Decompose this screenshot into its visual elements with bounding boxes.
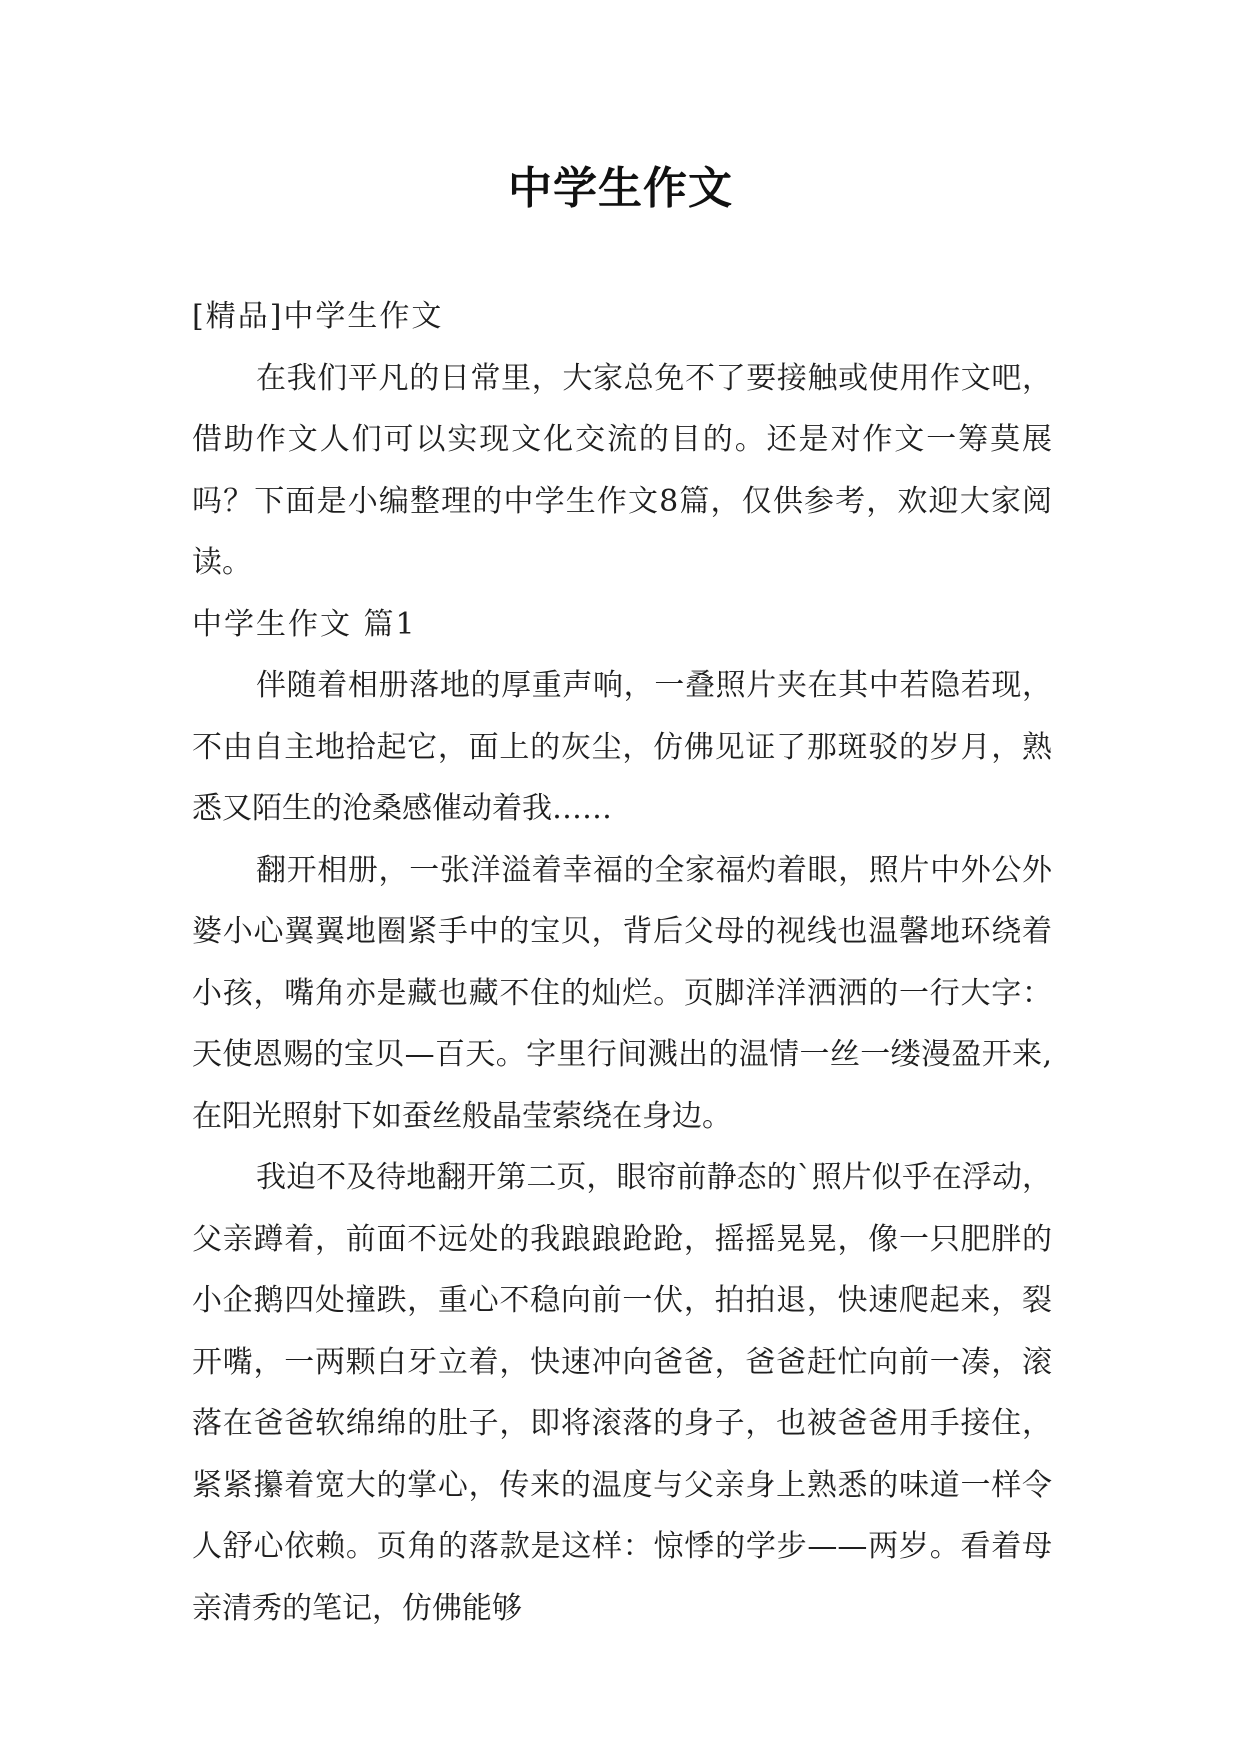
section-heading: 中学生作文 篇1 <box>192 606 417 642</box>
paragraph-3: 我迫不及待地翻开第二页，眼帘前静态的`照片似乎在浮动，父亲蹲着，前面不远处的我踉踉跄跄，摇摇晃晃，像一只肥胖的小企鹅四处撞跌，重心不稳向前一伏，拍拍退，快速爬起来，裂开嘴，一两颗白牙立着，快速冲向爸爸，爸爸赶忙向前一凑，滚落在爸爸软绵绵的肚子，即将滚落的身子，也被爸爸用手接住，紧紧攥着宽大的掌心，传来的温度与父亲身上熟悉的味道一样令人舒心依赖。页角的落款是这样：惊悸的学步——两岁。看着母亲清秀的笔记，仿佛能够 <box>192 1160 1052 1626</box>
paragraph-1: 伴随着相册落地的厚重声响，一叠照片夹在其中若隐若现，不由自主地拾起它，面上的灰尘，仿佛见证了那斑驳的岁月，熟悉又陌生的沧桑感催动着我…… <box>192 668 1052 826</box>
document-title: 中学生作文 <box>508 163 733 214</box>
subtitle: [精品]中学生作文 <box>192 299 444 334</box>
paragraph-2: 翻开相册，一张洋溢着幸福的全家福灼着眼，照片中外公外婆小心翼翼地圈紧手中的宝贝，背后父母的视线也温馨地环绕着小孩，嘴角亦是藏也藏不住的灿烂。页脚洋洋洒洒的一行大字：天使恩赐的宝贝—百天。字里行间溅出的温情一丝一缕漫盈开来,在阳光照射下如蚕丝般晶莹萦绕在身边。 <box>192 852 1052 1134</box>
document-body <box>192 286 1052 1639</box>
intro-paragraph: 在我们平凡的日常里，大家总免不了要接触或使用作文吧，借助作文人们可以实现文化交流的目的。还是对作文一筹莫展吗？下面是小编整理的中学生作文8篇，仅供参考，欢迎大家阅读。 <box>192 360 1052 580</box>
